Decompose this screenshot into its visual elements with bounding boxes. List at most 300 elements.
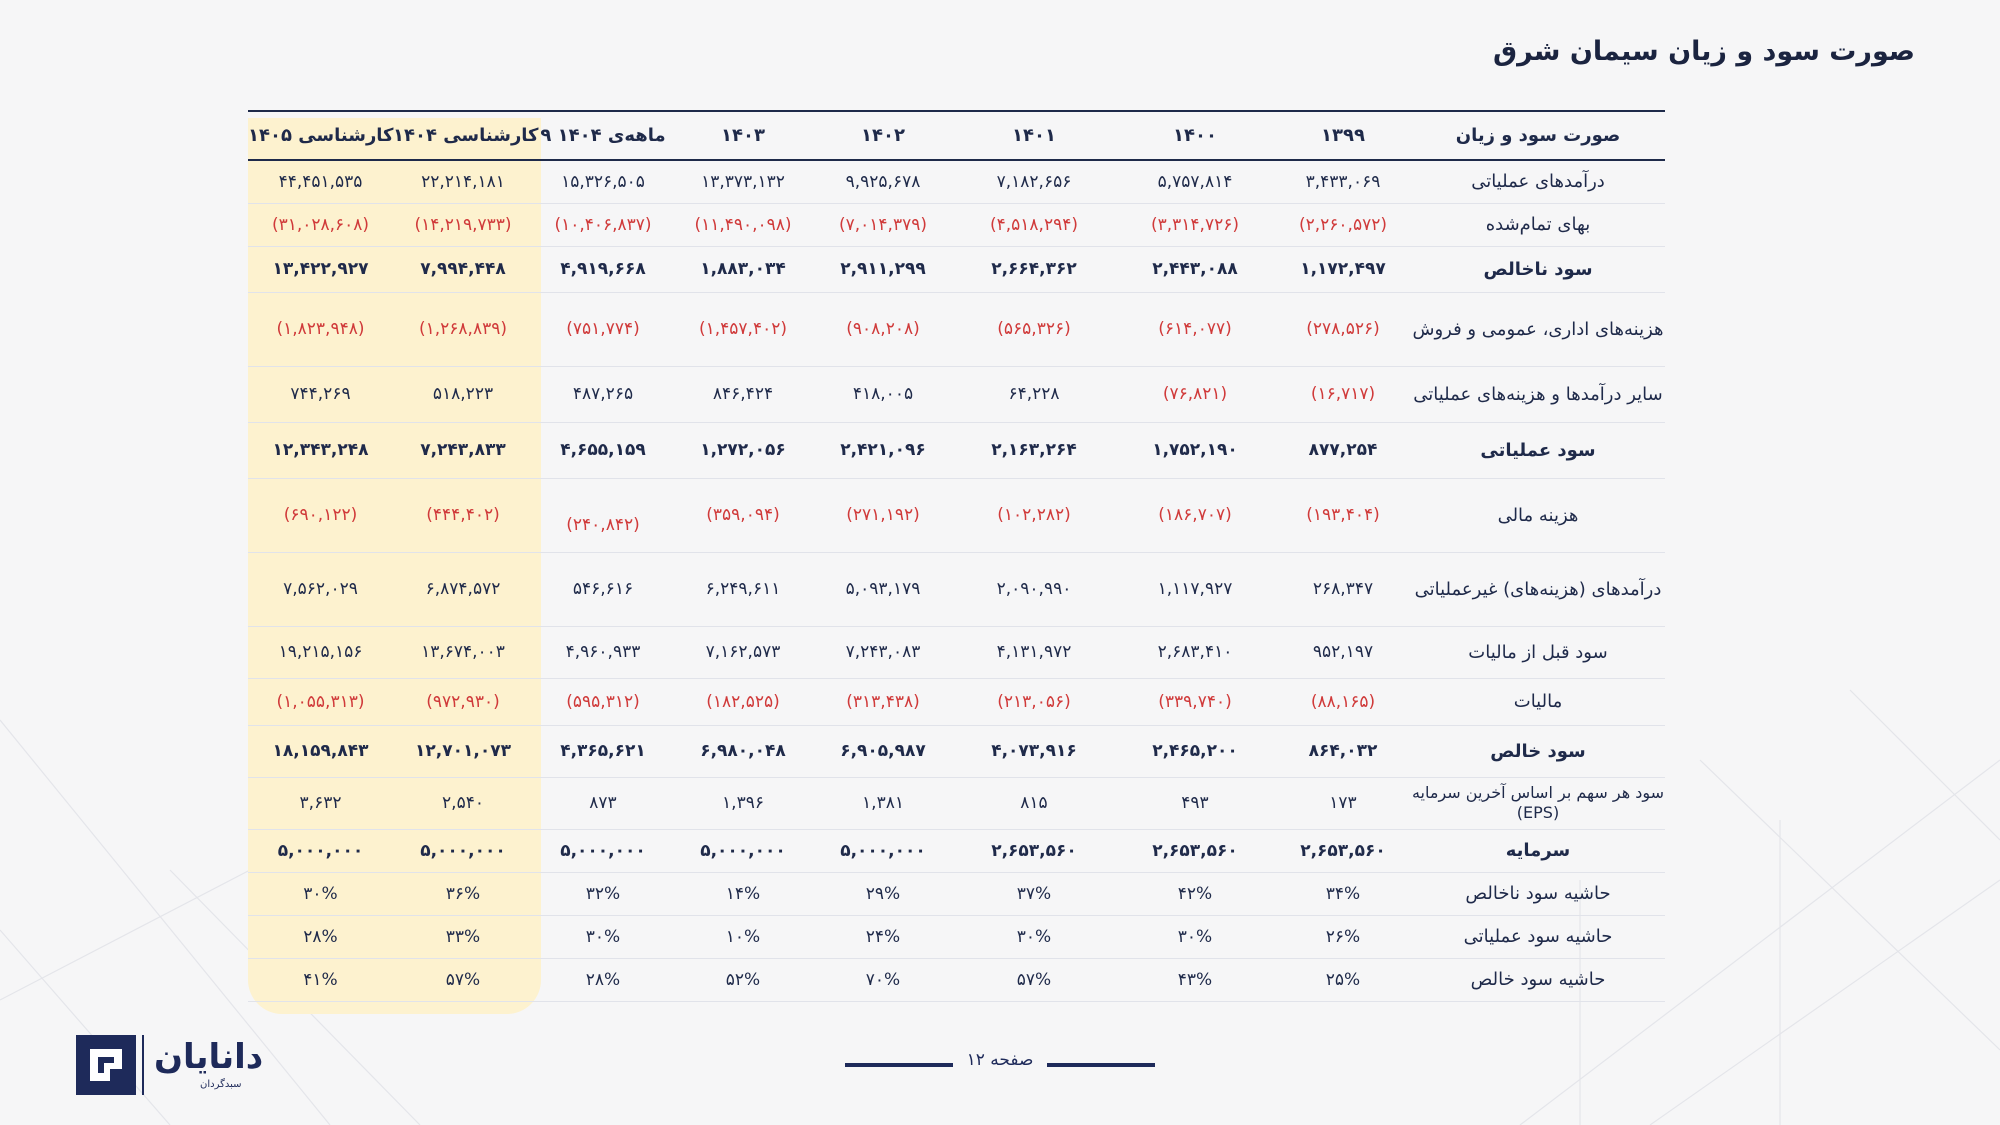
income-statement-table-wrap xyxy=(248,110,1665,1013)
cell-1401 xyxy=(953,958,1115,1001)
page-number: صفحه ۱۲ xyxy=(966,1050,1034,1070)
col-header-label: صورت سود و زیان xyxy=(1411,111,1665,160)
cell-value: (۱۴,۲۱۹,۷۳۳) xyxy=(414,214,512,235)
cell-9m-1404 xyxy=(533,160,673,203)
cell-1400 xyxy=(1115,246,1275,292)
cell-value: ۲۲,۲۱۴,۱۸۱ xyxy=(421,171,505,192)
cell-value: ۱,۱۱۷,۹۲۷ xyxy=(1157,579,1233,599)
cell-expert-1404 xyxy=(393,552,533,626)
cell-value: ۱۸,۱۵۹,۸۴۳ xyxy=(272,741,369,761)
cell-1401 xyxy=(953,478,1115,552)
cell-value: ۳,۴۳۳,۰۶۹ xyxy=(1305,171,1381,192)
row-label: حاشیه سود ناخالص xyxy=(1411,872,1665,915)
cell-1402 xyxy=(813,422,953,478)
cell-expert-1405 xyxy=(248,626,393,678)
logo-tagline: سبدگردان xyxy=(200,1079,242,1090)
table-row xyxy=(248,246,1665,292)
cell-expert-1404 xyxy=(393,292,533,366)
cell-value: ۲,۶۸۳,۴۱۰ xyxy=(1157,642,1233,662)
cell-9m-1404 xyxy=(533,292,673,366)
cell-value: ۱۳,۴۲۲,۹۲۷ xyxy=(272,259,369,279)
cell-value: ۸۷۷,۲۵۴ xyxy=(1308,440,1378,460)
cell-1400 xyxy=(1115,552,1275,626)
row-label: هزینه مالی xyxy=(1411,478,1665,552)
cell-expert-1405 xyxy=(248,678,393,725)
cell-1402 xyxy=(813,160,953,203)
cell-1402 xyxy=(813,725,953,777)
cell-value: ۲,۶۵۳,۵۶۰ xyxy=(1152,840,1238,861)
cell-value: ۳۰% xyxy=(1016,926,1052,947)
cell-value: (۲۴۰,۸۴۲) xyxy=(566,515,640,535)
cell-value: ۴۳% xyxy=(1177,969,1213,990)
cell-1399 xyxy=(1275,829,1411,872)
cell-value: ۴۱۸,۰۰۵ xyxy=(852,384,914,404)
cell-expert-1405 xyxy=(248,160,393,203)
table-row xyxy=(248,777,1665,829)
cell-1400 xyxy=(1115,366,1275,422)
cell-expert-1405 xyxy=(248,725,393,777)
cell-value: ۸۴۶,۴۲۴ xyxy=(712,384,774,404)
cell-9m-1404 xyxy=(533,915,673,958)
cell-value: ۲۸% xyxy=(303,926,338,947)
table-row xyxy=(248,872,1665,915)
cell-value: ۲,۱۶۳,۲۶۴ xyxy=(991,440,1077,460)
cell-1402 xyxy=(813,777,953,829)
cell-value: ۱۲,۷۰۱,۰۷۳ xyxy=(415,741,511,761)
cell-value: (۲۱۳,۰۵۶) xyxy=(997,691,1071,712)
cell-expert-1404 xyxy=(393,422,533,478)
cell-1402 xyxy=(813,872,953,915)
cell-value: (۸۸,۱۶۵) xyxy=(1310,691,1376,712)
cell-expert-1404 xyxy=(393,160,533,203)
cell-1401 xyxy=(953,725,1115,777)
cell-value: ۷,۱۸۲,۶۵۶ xyxy=(996,171,1072,192)
page-indicator-bar-left xyxy=(845,1063,953,1067)
cell-1403 xyxy=(673,915,813,958)
cell-1400 xyxy=(1115,678,1275,725)
cell-1401 xyxy=(953,292,1115,366)
cell-1401 xyxy=(953,626,1115,678)
cell-value: (۲۷۸,۵۲۶) xyxy=(1306,319,1380,339)
cell-value: ۲۵% xyxy=(1325,969,1361,990)
cell-expert-1404 xyxy=(393,725,533,777)
cell-value: ۳۰% xyxy=(1177,926,1213,947)
cell-value: ۷,۵۶۲,۰۲۹ xyxy=(283,579,358,599)
page-indicator xyxy=(845,1050,1155,1078)
cell-1403 xyxy=(673,292,813,366)
cell-9m-1404 xyxy=(533,422,673,478)
cell-value: (۶۱۴,۰۷۷) xyxy=(1158,319,1232,339)
cell-value: ۲,۴۴۳,۰۸۸ xyxy=(1152,259,1238,279)
cell-value: ۵,۰۰۰,۰۰۰ xyxy=(840,840,926,861)
cell-value: ۵,۰۰۰,۰۰۰ xyxy=(277,840,364,861)
cell-1400 xyxy=(1115,829,1275,872)
row-label: درآمدهای عملیاتی xyxy=(1411,160,1665,203)
cell-expert-1405 xyxy=(248,478,393,552)
cell-value: ۱۴% xyxy=(725,883,761,904)
cell-value: ۷,۱۶۲,۵۷۳ xyxy=(705,642,781,662)
cell-value: (۱,۴۵۷,۴۰۲) xyxy=(699,319,787,339)
cell-1403 xyxy=(673,777,813,829)
cell-value: (۳,۳۱۴,۷۲۶) xyxy=(1151,214,1239,235)
cell-value: ۴۴,۴۵۱,۵۳۵ xyxy=(278,171,363,192)
cell-9m-1404 xyxy=(533,725,673,777)
cell-value: ۲,۶۵۳,۵۶۰ xyxy=(991,840,1077,861)
cell-1400 xyxy=(1115,292,1275,366)
col-header-9m-1404: ۹ ماهه‌ی ۱۴۰۴ xyxy=(533,111,673,160)
cell-expert-1405 xyxy=(248,292,393,366)
page-title: صورت سود و زیان سیمان شرق xyxy=(1492,36,1915,67)
cell-1403 xyxy=(673,478,813,552)
cell-1402 xyxy=(813,958,953,1001)
cell-value: ۶,۲۴۹,۶۱۱ xyxy=(705,579,781,599)
cell-value: (۵۶۵,۳۲۶) xyxy=(997,319,1071,339)
cell-value: (۹۷۲,۹۳۰) xyxy=(426,691,500,712)
cell-value: ۴۱% xyxy=(303,969,338,990)
cell-1401 xyxy=(953,552,1115,626)
cell-1403 xyxy=(673,160,813,203)
danayan-logo xyxy=(76,1035,276,1099)
cell-1403 xyxy=(673,626,813,678)
cell-expert-1404 xyxy=(393,915,533,958)
cell-value: ۶,۸۷۴,۵۷۲ xyxy=(425,579,501,599)
table-row xyxy=(248,292,1665,366)
cell-value: ۵,۰۰۰,۰۰۰ xyxy=(420,840,506,861)
table-row xyxy=(248,422,1665,478)
cell-1400 xyxy=(1115,626,1275,678)
table-row xyxy=(248,366,1665,422)
cell-value: ۴۲% xyxy=(1177,883,1213,904)
cell-value: ۲,۵۴۰ xyxy=(442,793,484,813)
cell-value: ۷۰% xyxy=(865,969,901,990)
cell-1400 xyxy=(1115,915,1275,958)
cell-value: ۲,۶۶۴,۳۶۲ xyxy=(991,259,1077,279)
cell-9m-1404 xyxy=(533,626,673,678)
cell-value: (۱۸۲,۵۲۵) xyxy=(706,691,780,712)
cell-1401 xyxy=(953,872,1115,915)
table-row xyxy=(248,958,1665,1001)
cell-value: (۱۰,۴۰۶,۸۳۷) xyxy=(554,214,652,235)
cell-value: ۱,۲۷۲,۰۵۶ xyxy=(700,440,786,460)
table-row xyxy=(248,203,1665,246)
table-row xyxy=(248,915,1665,958)
cell-value: ۷,۲۴۳,۰۸۳ xyxy=(845,642,921,662)
cell-1399 xyxy=(1275,422,1411,478)
cell-9m-1404 xyxy=(533,777,673,829)
cell-value: ۱,۸۸۳,۰۳۴ xyxy=(700,259,786,279)
cell-value: (۴,۵۱۸,۲۹۴) xyxy=(990,214,1078,235)
cell-value: ۶۴,۲۲۸ xyxy=(1008,384,1060,404)
cell-1399 xyxy=(1275,292,1411,366)
cell-value: (۹۰۸,۲۰۸) xyxy=(846,319,920,339)
cell-value: ۵۱۸,۲۲۳ xyxy=(432,384,494,404)
cell-expert-1405 xyxy=(248,915,393,958)
cell-1399 xyxy=(1275,958,1411,1001)
cell-1399 xyxy=(1275,366,1411,422)
row-label: مالیات xyxy=(1411,678,1665,725)
cell-expert-1404 xyxy=(393,246,533,292)
cell-1399 xyxy=(1275,203,1411,246)
cell-value: (۲۷۱,۱۹۲) xyxy=(846,505,920,525)
cell-value: ۴,۹۱۹,۶۶۸ xyxy=(560,259,646,279)
cell-value: ۱۳,۶۷۴,۰۰۳ xyxy=(421,642,505,662)
cell-expert-1404 xyxy=(393,777,533,829)
cell-value: ۸۶۴,۰۳۲ xyxy=(1308,741,1378,761)
row-label: بهای تمام‌شده xyxy=(1411,203,1665,246)
cell-expert-1405 xyxy=(248,552,393,626)
cell-1403 xyxy=(673,829,813,872)
cell-expert-1405 xyxy=(248,829,393,872)
cell-value: ۴,۶۵۵,۱۵۹ xyxy=(560,440,646,460)
row-label: سرمایه xyxy=(1411,829,1665,872)
cell-value: ۵,۰۹۳,۱۷۹ xyxy=(845,579,921,599)
cell-expert-1404 xyxy=(393,626,533,678)
cell-1400 xyxy=(1115,958,1275,1001)
row-label: درآمدهای (هزینه‌های) غیرعملیاتی xyxy=(1411,552,1665,626)
cell-value: ۷,۲۴۳,۸۳۳ xyxy=(420,440,506,460)
cell-expert-1405 xyxy=(248,777,393,829)
cell-1400 xyxy=(1115,160,1275,203)
cell-9m-1404 xyxy=(533,829,673,872)
cell-1399 xyxy=(1275,246,1411,292)
cell-value: ۲۴% xyxy=(865,926,901,947)
cell-value: (۱۰۲,۲۸۲) xyxy=(997,505,1071,525)
cell-value: ۱,۳۸۱ xyxy=(862,793,904,813)
table-row xyxy=(248,678,1665,725)
cell-value: (۴۴۴,۴۰۲) xyxy=(426,505,500,525)
row-label: حاشیه سود عملیاتی xyxy=(1411,915,1665,958)
cell-1402 xyxy=(813,292,953,366)
cell-value: ۱۲,۳۴۳,۲۴۸ xyxy=(272,440,369,460)
cell-expert-1405 xyxy=(248,958,393,1001)
row-label: سود ناخالص xyxy=(1411,246,1665,292)
col-header-1401: ۱۴۰۱ xyxy=(953,111,1115,160)
cell-value: (۳۵۹,۰۹۴) xyxy=(706,505,780,525)
cell-value: (۱۹۳,۴۰۴) xyxy=(1306,505,1380,525)
cell-value: (۷۵۱,۷۷۴) xyxy=(566,319,640,339)
table-row xyxy=(248,829,1665,872)
cell-value: ۵۷% xyxy=(1016,969,1052,990)
cell-value: ۵,۰۰۰,۰۰۰ xyxy=(700,840,786,861)
cell-value: (۱,۸۲۳,۹۴۸) xyxy=(276,319,365,339)
cell-1399 xyxy=(1275,915,1411,958)
cell-value: ۱۳,۳۷۳,۱۳۲ xyxy=(701,171,785,192)
cell-value: ۳,۶۳۲ xyxy=(299,793,342,813)
cell-value: (۳۱۳,۴۳۸) xyxy=(846,691,920,712)
cell-value: ۱,۷۵۲,۱۹۰ xyxy=(1152,440,1238,460)
cell-expert-1404 xyxy=(393,203,533,246)
cell-1400 xyxy=(1115,872,1275,915)
cell-value: (۱۸۶,۷۰۷) xyxy=(1158,505,1232,525)
cell-value: ۱۵,۳۲۶,۵۰۵ xyxy=(561,171,645,192)
cell-value: ۷۴۴,۲۶۹ xyxy=(290,384,351,404)
cell-value: ۳۶% xyxy=(445,883,481,904)
table-row xyxy=(248,160,1665,203)
cell-value: ۵۲% xyxy=(725,969,761,990)
logo-name: دانایان xyxy=(154,1037,264,1077)
cell-value: ۹۵۲,۱۹۷ xyxy=(1312,642,1374,662)
cell-value: ۵,۰۰۰,۰۰۰ xyxy=(560,840,646,861)
col-header-1399: ۱۳۹۹ xyxy=(1275,111,1411,160)
cell-value: ۳۷% xyxy=(1016,883,1052,904)
cell-1402 xyxy=(813,915,953,958)
cell-1402 xyxy=(813,203,953,246)
cell-1401 xyxy=(953,422,1115,478)
cell-value: ۳۲% xyxy=(585,883,621,904)
cell-1399 xyxy=(1275,725,1411,777)
cell-value: (۱,۲۶۸,۸۳۹) xyxy=(419,319,507,339)
col-header-1403: ۱۴۰۳ xyxy=(673,111,813,160)
cell-1402 xyxy=(813,246,953,292)
cell-value: ۲,۴۲۱,۰۹۶ xyxy=(840,440,926,460)
income-statement-table xyxy=(248,110,1665,1002)
cell-1401 xyxy=(953,246,1115,292)
cell-value: ۱۷۳ xyxy=(1329,793,1357,813)
cell-1403 xyxy=(673,366,813,422)
cell-1403 xyxy=(673,958,813,1001)
cell-1403 xyxy=(673,246,813,292)
cell-value: (۲,۲۶۰,۵۷۲) xyxy=(1299,214,1387,235)
cell-1402 xyxy=(813,552,953,626)
cell-1401 xyxy=(953,160,1115,203)
cell-value: ۲,۰۹۰,۹۹۰ xyxy=(996,579,1072,599)
logo-mark-icon xyxy=(76,1035,136,1095)
cell-value: (۷۶,۸۲۱) xyxy=(1162,384,1228,404)
cell-1399 xyxy=(1275,872,1411,915)
row-label: حاشیه سود خالص xyxy=(1411,958,1665,1001)
row-label: سایر درآمدها و هزینه‌های عملیاتی xyxy=(1411,366,1665,422)
row-label: هزینه‌های اداری، عمومی و فروش xyxy=(1411,292,1665,366)
cell-1399 xyxy=(1275,678,1411,725)
cell-value: ۳۰% xyxy=(303,883,338,904)
cell-9m-1404 xyxy=(533,678,673,725)
cell-expert-1405 xyxy=(248,366,393,422)
cell-expert-1404 xyxy=(393,478,533,552)
cell-1399 xyxy=(1275,160,1411,203)
cell-expert-1405 xyxy=(248,246,393,292)
row-label: سود خالص xyxy=(1411,725,1665,777)
page-indicator-bar-right xyxy=(1047,1063,1155,1067)
cell-1401 xyxy=(953,678,1115,725)
cell-value: ۱,۳۹۶ xyxy=(722,793,764,813)
cell-expert-1404 xyxy=(393,366,533,422)
cell-value: ۱,۱۷۲,۴۹۷ xyxy=(1300,259,1386,279)
cell-value: ۲,۹۱۱,۲۹۹ xyxy=(840,259,926,279)
cell-value: (۱۶,۷۱۷) xyxy=(1310,384,1376,404)
cell-9m-1404 xyxy=(533,478,673,552)
row-label: سود قبل از مالیات xyxy=(1411,626,1665,678)
cell-value: ۵,۷۵۷,۸۱۴ xyxy=(1157,171,1233,192)
cell-value: ۴۹۳ xyxy=(1181,793,1209,813)
logo-divider xyxy=(142,1035,144,1095)
cell-expert-1404 xyxy=(393,958,533,1001)
cell-1400 xyxy=(1115,478,1275,552)
cell-1403 xyxy=(673,678,813,725)
cell-value: ۹,۹۲۵,۶۷۸ xyxy=(845,171,921,192)
cell-1400 xyxy=(1115,422,1275,478)
table-row xyxy=(248,626,1665,678)
cell-value: ۵۷% xyxy=(445,969,481,990)
cell-1403 xyxy=(673,872,813,915)
cell-value: ۸۷۳ xyxy=(589,793,617,813)
cell-expert-1405 xyxy=(248,872,393,915)
row-label: سود عملیاتی xyxy=(1411,422,1665,478)
cell-1401 xyxy=(953,777,1115,829)
cell-1403 xyxy=(673,725,813,777)
cell-9m-1404 xyxy=(533,203,673,246)
cell-1401 xyxy=(953,829,1115,872)
cell-value: ۲۶۸,۳۴۷ xyxy=(1312,579,1374,599)
cell-1399 xyxy=(1275,626,1411,678)
cell-9m-1404 xyxy=(533,246,673,292)
cell-value: ۲,۴۶۵,۲۰۰ xyxy=(1152,741,1238,761)
cell-value: ۷,۹۹۴,۴۴۸ xyxy=(420,259,506,279)
cell-1400 xyxy=(1115,725,1275,777)
cell-expert-1405 xyxy=(248,422,393,478)
cell-1402 xyxy=(813,366,953,422)
cell-value: ۵۴۶,۶۱۶ xyxy=(572,579,634,599)
cell-expert-1404 xyxy=(393,829,533,872)
row-label: سود هر سهم بر اساس آخرین سرمایه (EPS) xyxy=(1411,777,1665,829)
cell-value: ۲۹% xyxy=(865,883,901,904)
col-header-expert-1404: کارشناسی ۱۴۰۴ xyxy=(393,111,533,160)
cell-value: (۱,۰۵۵,۳۱۳) xyxy=(276,691,365,712)
cell-value: ۴,۹۶۰,۹۳۳ xyxy=(565,642,641,662)
table-row xyxy=(248,552,1665,626)
cell-value: ۴۸۷,۲۶۵ xyxy=(572,384,634,404)
cell-value: ۴,۰۷۳,۹۱۶ xyxy=(991,741,1077,761)
cell-value: (۱۱,۴۹۰,۰۹۸) xyxy=(694,214,792,235)
cell-value: (۷,۰۱۴,۳۷۹) xyxy=(839,214,927,235)
cell-value: (۵۹۵,۳۱۲) xyxy=(566,691,640,712)
cell-value: ۲۶% xyxy=(1325,926,1361,947)
col-header-1402: ۱۴۰۲ xyxy=(813,111,953,160)
cell-value: (۶۹۰,۱۲۲) xyxy=(283,505,358,525)
table-row xyxy=(248,725,1665,777)
cell-1401 xyxy=(953,203,1115,246)
cell-value: (۳۱,۰۲۸,۶۰۸) xyxy=(271,214,370,235)
cell-1399 xyxy=(1275,478,1411,552)
cell-value: ۶,۹۰۵,۹۸۷ xyxy=(840,741,926,761)
cell-1400 xyxy=(1115,777,1275,829)
cell-1403 xyxy=(673,203,813,246)
cell-value: ۴,۳۶۵,۶۲۱ xyxy=(560,741,646,761)
cell-value: (۳۳۹,۷۴۰) xyxy=(1158,691,1232,712)
col-header-1400: ۱۴۰۰ xyxy=(1115,111,1275,160)
cell-expert-1404 xyxy=(393,678,533,725)
cell-9m-1404 xyxy=(533,366,673,422)
cell-9m-1404 xyxy=(533,872,673,915)
cell-value: ۴,۱۳۱,۹۷۲ xyxy=(996,642,1072,662)
cell-1403 xyxy=(673,552,813,626)
cell-9m-1404 xyxy=(533,958,673,1001)
cell-value: ۸۱۵ xyxy=(1020,793,1048,813)
cell-1401 xyxy=(953,366,1115,422)
cell-value: ۳۴% xyxy=(1325,883,1361,904)
cell-1400 xyxy=(1115,203,1275,246)
col-header-expert-1405: کارشناسی ۱۴۰۵ xyxy=(248,111,393,160)
table-row xyxy=(248,478,1665,552)
cell-1399 xyxy=(1275,777,1411,829)
cell-1402 xyxy=(813,678,953,725)
cell-9m-1404 xyxy=(533,552,673,626)
cell-1403 xyxy=(673,422,813,478)
cell-1401 xyxy=(953,915,1115,958)
cell-1402 xyxy=(813,478,953,552)
cell-1402 xyxy=(813,626,953,678)
cell-value: ۱۰% xyxy=(725,926,761,947)
cell-1399 xyxy=(1275,552,1411,626)
